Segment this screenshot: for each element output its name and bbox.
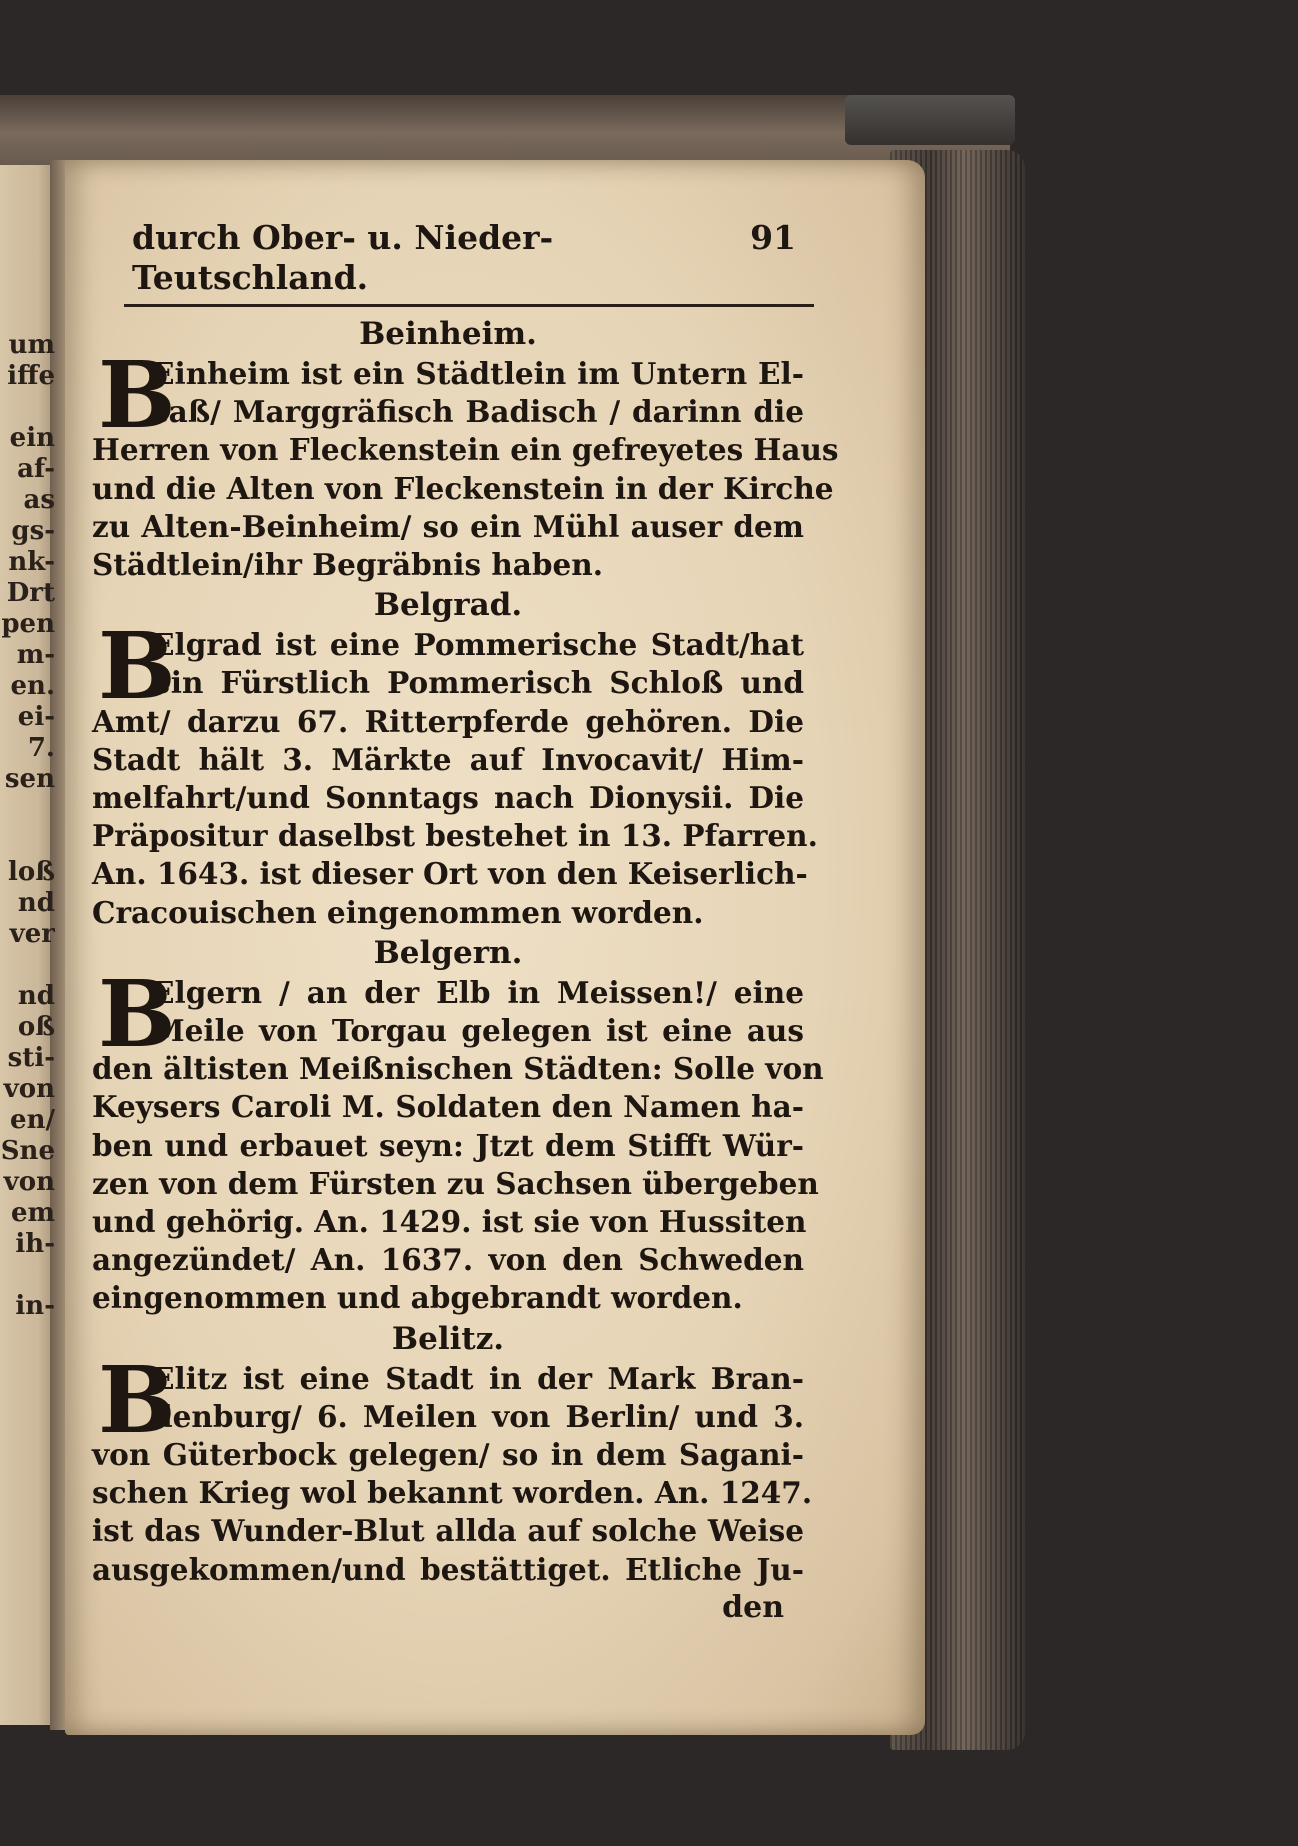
entry-title: Beinheim.	[359, 316, 537, 352]
text-line: Präpositur daselbst bestehet in 13. Pfarren.	[92, 818, 818, 854]
page-number: 91	[750, 218, 796, 257]
text-line: angezündet/ An. 1637. von den Schweden	[92, 1242, 804, 1278]
header-rule	[124, 304, 814, 307]
drop-capital: B	[98, 1345, 176, 1454]
text-line: saß/ Marggräfisch Badisch / darinn die	[152, 394, 804, 430]
text-line: denburg/ 6. Meilen von Berlin/ und 3.	[152, 1398, 804, 1434]
text-line: und die Alten von Fleckenstein in der Kirche	[92, 470, 834, 506]
left-fragment-line: en/	[10, 1105, 55, 1135]
text-line: Stadt hält 3. Märkte auf Invocavit/ Him-	[92, 741, 804, 777]
text-line: Elitz ist eine Stadt in der Mark Bran-	[152, 1360, 804, 1396]
page-text	[92, 218, 839, 1627]
left-fragment-line	[0, 1260, 55, 1291]
left-page-text-fragments	[0, 330, 55, 1322]
text-line: ausgekommen/und bestättiget. Etliche Ju-	[92, 1551, 804, 1587]
left-fragment-line: loß	[8, 857, 55, 887]
drop-capital: B	[98, 959, 176, 1068]
text-line: Städtlein/ihr Begräbnis haben.	[92, 547, 603, 583]
text-line: Einheim ist ein Städtlein im Untern El-	[152, 356, 804, 391]
text-line: ist das Wunder-Blut allda auf solche Weise	[92, 1513, 804, 1549]
left-fragment-line: af-	[17, 454, 55, 484]
left-fragment-line: sti-	[7, 1043, 55, 1073]
left-fragment-line: m-	[16, 640, 55, 670]
text-line: zen von dem Fürsten zu Sachsen übergeben	[92, 1165, 819, 1201]
text-line: und gehörig. An. 1429. ist sie von Hussiten	[92, 1204, 807, 1240]
drop-capital: B	[98, 612, 176, 721]
left-fragment-line: gs-	[11, 516, 55, 546]
left-fragment-line: em	[10, 1198, 55, 1228]
text-line: Elgern / an der Elb in Meissen!/ eine	[152, 974, 804, 1010]
catchword: den	[722, 1589, 784, 1625]
left-fragment-line: ih-	[15, 1229, 55, 1259]
running-header	[92, 218, 804, 298]
left-fragment-line: nd	[17, 981, 55, 1011]
text-line: Herren von Fleckenstein ein gefreyetes Haus	[92, 432, 839, 468]
text-line: Cracouischen eingenommen worden.	[92, 894, 704, 930]
entry-title: Belgrad.	[373, 587, 523, 624]
left-fragment-line: ver	[9, 919, 55, 949]
left-fragment-line: nd	[17, 888, 55, 918]
entry-body	[92, 341, 839, 584]
entries	[92, 315, 839, 1589]
text-line: schen Krieg wol bekannt worden. An. 1247.	[92, 1475, 813, 1511]
left-fragment-line: Drt	[6, 578, 55, 608]
text-line: Elgrad ist eine Pommerische Stadt/hat	[152, 627, 804, 663]
entry-body	[92, 612, 818, 932]
left-fragment-line	[0, 392, 55, 423]
left-fragment-line: as	[23, 485, 55, 515]
left-fragment-line: 7.	[27, 733, 55, 763]
running-title: durch Ober- u. Nieder-Teutschland.	[132, 218, 554, 297]
left-fragment-line	[0, 950, 55, 981]
text-line: Meile von Torgau gelegen ist eine aus	[152, 1013, 804, 1049]
left-fragment-line: iffe	[7, 361, 55, 391]
left-fragment-line: von	[3, 1167, 55, 1197]
left-fragment-line: en.	[10, 671, 55, 701]
left-fragment-line: Sne	[0, 1136, 55, 1166]
left-fragment-line: nk-	[8, 547, 55, 577]
text-line: zu Alten-Beinheim/ so ein Mühl auser dem	[92, 508, 804, 544]
drop-capital: B	[98, 341, 176, 449]
text-line: von Güterbock gelegen/ so in dem Sagani-	[92, 1437, 804, 1473]
left-fragment-line: pen	[1, 609, 55, 639]
left-fragment-line: oß	[17, 1012, 55, 1042]
text-line: melfahrt/und Sonntags nach Dionysii. Die	[92, 780, 804, 816]
entry-body	[92, 1345, 813, 1589]
entry-body	[92, 959, 824, 1318]
book-clasp	[845, 95, 1015, 145]
text-line: eingenommen und abgebrandt worden.	[92, 1280, 743, 1316]
left-fragment-line	[0, 826, 55, 857]
entry-title: Belitz.	[391, 1320, 505, 1357]
left-fragment-line: sen	[4, 764, 55, 794]
left-fragment-line: um	[8, 330, 55, 360]
text-line: Amt/ darzu 67. Ritterpferde gehören. Die	[92, 703, 804, 739]
text-line: Keysers Caroli M. Soldaten den Namen ha-	[92, 1089, 804, 1125]
left-fragment-line	[0, 795, 55, 826]
text-line: ein Fürstlich Pommerisch Schloß und	[152, 665, 804, 701]
entry-title: Belgern.	[373, 934, 523, 971]
left-fragment-line: von	[3, 1074, 55, 1104]
left-fragment-line: in-	[15, 1291, 55, 1321]
text-line: An. 1643. ist dieser Ort von den Keiserlich-	[92, 856, 808, 892]
text-line: ben und erbauet seyn: Jtzt dem Stifft Wür-	[92, 1127, 804, 1163]
text-line: den ältisten Meißnischen Städten: Solle von	[92, 1051, 824, 1087]
left-fragment-line: ei-	[17, 702, 55, 732]
left-fragment-line: ein	[9, 423, 55, 453]
